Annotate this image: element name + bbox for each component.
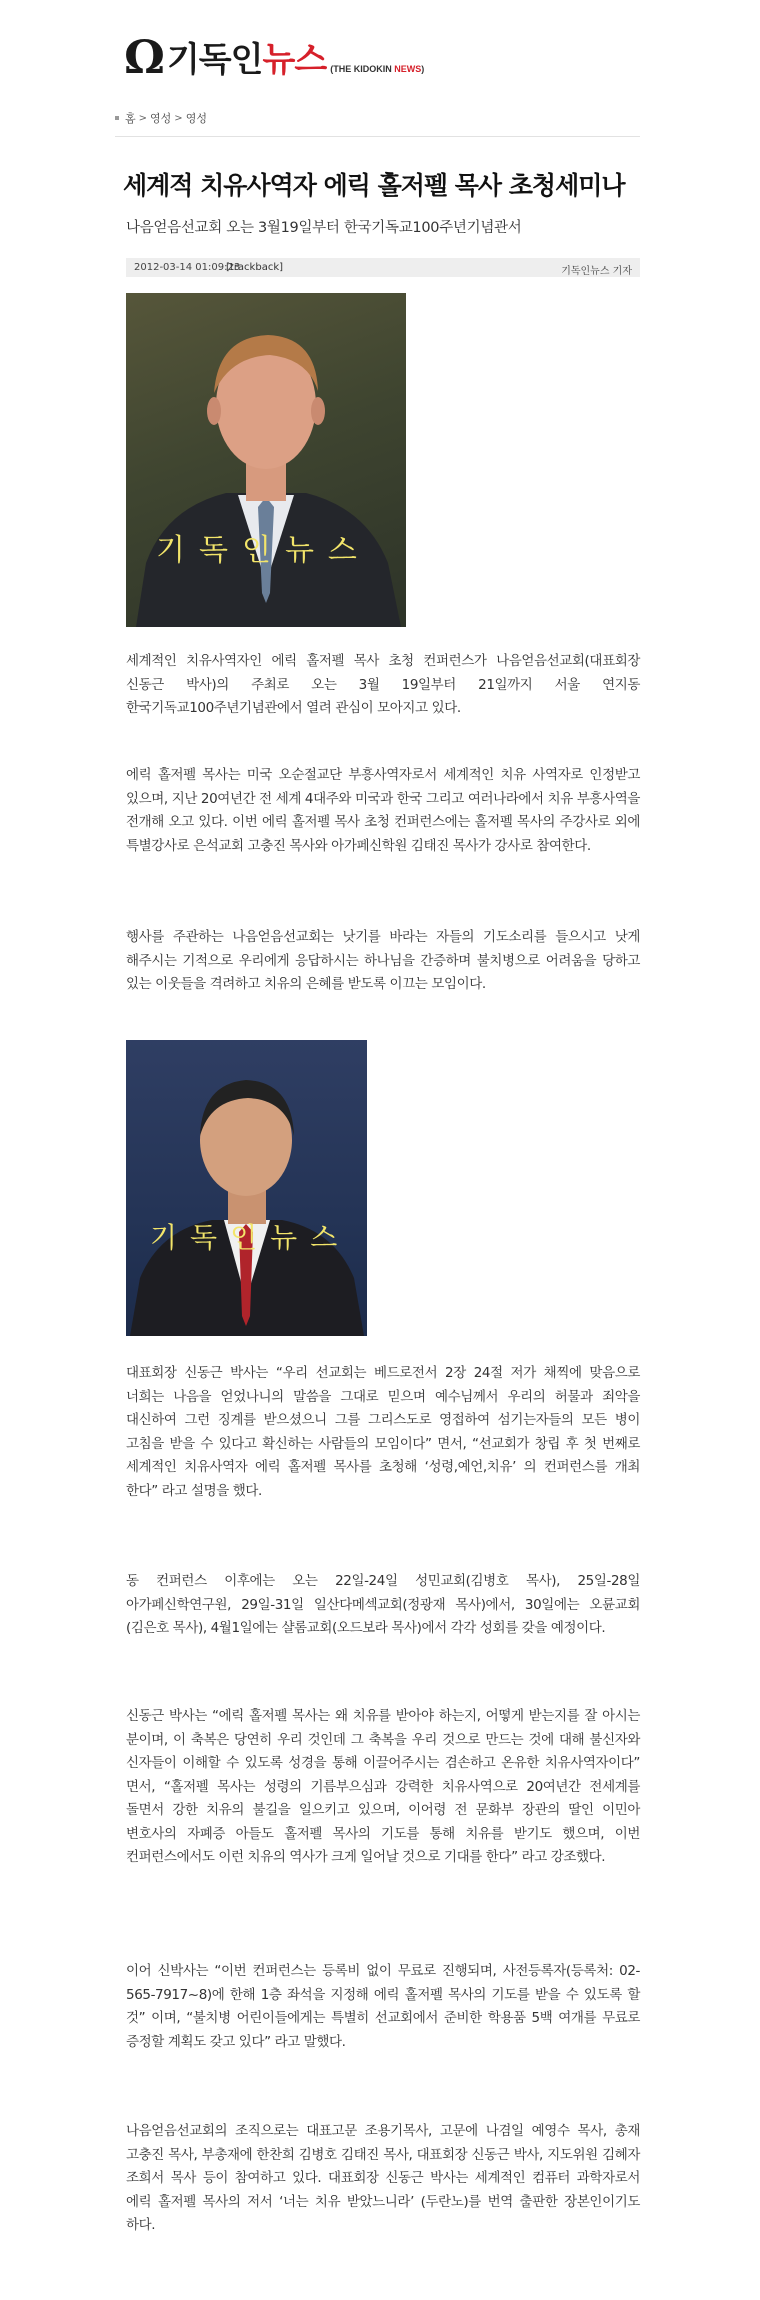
article-paragraph: 나음얻음선교회의 조직으로는 대표고문 조용기목사, 고문에 나겸일 예영수 목사, 총재 고충진 목사, 부총재에 한찬희 김병호 김태진 목사, 대표회장 신동근 박사, 지도위원 김혜자 조희서 목사 등이 참여하고 있다. 대표회장 신동근 박사는 세계적인 컴퓨터 과학자로서 에릭 홀저펠 목사의 저서 ‘너는 치유 받았느니라’ (두란노)를 번역 출판한 장본인이기도 하다. <box>126 2123 640 2233</box>
speaker-photo-2 <box>126 1040 367 1336</box>
article-title: 세계적 치유사역자 에릭 홀저펠 목사 초청세미나 <box>123 171 625 200</box>
portrait-figure-2 <box>126 1040 367 1336</box>
article-paragraph: 대표회장 신동근 박사는 “우리 선교회는 베드로전서 2장 24절 저가 채찍에 맞음으로 너희는 나음을 얻었나니의 말씀을 그대로 믿으며 예수님께서 우리의 허물과 죄악을 대신하여 그런 징계를 받으셨으니 그를 그리스도로 영접하여 섬기는자들의 모든 병이 고침을 받을 수 있다고 확신하는 사람들의 모임이다” 면서, “선교회가 창립 후 첫 번째로 세계적인 치유사역자 에릭 홀저펠 목사를 초청해 ‘성령,예언,치유’ 의 컨퍼런스를 개최 한다” 라고 설명을 했다. <box>126 1365 640 1499</box>
divider <box>115 136 640 137</box>
article-subtitle: 나음얻음선교회 오는 3월19일부터 한국기독교100주년기념관서 <box>126 220 522 236</box>
article-meta-bar <box>126 258 640 277</box>
chevron-right-icon: > <box>138 112 148 124</box>
article-paragraph: 동 컨퍼런스 이후에는 오는 22일-24일 성민교회(김병호 목사), 25일-28일 아가페신학연구원, 29일-31일 일산다메섹교회(정광재 목사)에서, 30일에는 오륜교회(김은호 목사), 4월1일에는 샬롬교회(오드보라 목사)에서 각각 성회를 갖을 예정이다. <box>126 1573 640 1636</box>
site-logo[interactable] <box>124 26 425 84</box>
article-reporter: 기독인뉴스 기자 <box>561 266 632 277</box>
speaker-photo-1 <box>126 293 406 627</box>
logo-text-kidokin: 기독인 <box>166 40 263 80</box>
article-paragraph: 행사를 주관하는 나음얻음선교회는 낫기를 바라는 자들의 기도소리를 들으시고 낫게 해주시는 기적으로 우리에게 응답하시는 하나님을 간증하며 불치병으로 어려움을 당하고 있는 이웃들을 격려하고 치유의 은혜를 받도록 이끄는 모임이다. <box>126 929 640 992</box>
article-paragraph: 신동근 박사는 “에릭 홀저펠 목사는 왜 치유를 받아야 하는지, 어떻게 받는지를 잘 아시는 분이며, 이 축복은 당연히 우리 것인데 그 축복을 우리 것으로 만드는 것에 대해 불신자와 신자들이 이해할 수 있도록 성경을 통해 이끌어주시는 겸손하고 온유한 치유사역자이다” 면서, “홀저펠 목사는 성령의 기름부으심과 강력한 치유사역으로 20여년간 전세계를 돌면서 강한 치유의 불길을 일으키고 있으며, 이어령 전 문화부 장관의 딸인 이민아 변호사의 자폐증 아들도 홀저펠 목사의 기도를 통해 치유를 받기도 했으며, 이번 컨퍼런스에서도 이런 치유의 역사가 크게 일어날 것으로 기대를 한다” 라고 강조했다. <box>126 1708 640 1865</box>
breadcrumb-home[interactable]: 홈 <box>125 112 136 125</box>
logo-english-name: (THE KIDOKIN NEWS) <box>330 64 425 74</box>
article-date: 2012-03-14 01:09:23 <box>134 262 241 273</box>
photo-watermark: 기독인뉴스 <box>156 533 371 568</box>
omega-logo-icon: Ω <box>124 30 165 84</box>
article-paragraph: 세계적인 치유사역자인 에릭 홀저펠 목사 초청 컨퍼런스가 나음얻음선교회(대표회장 신동근 박사)의 주최로 오는 3월 19일부터 21일까지 서울 연지동 한국기독교100주년기념관에서 열려 관심이 모아지고 있다. <box>126 653 640 716</box>
breadcrumb-subsection[interactable]: 영성 <box>185 112 207 125</box>
breadcrumb-section[interactable]: 영성 <box>150 112 172 125</box>
breadcrumb <box>115 110 207 126</box>
portrait-figure-1 <box>126 293 406 627</box>
breadcrumb-bullet-icon <box>115 116 119 120</box>
article-paragraph: 에릭 홀저펠 목사는 미국 오순절교단 부흥사역자로서 세계적인 치유 사역자로 인정받고 있으며, 지난 20여년간 전 세계 4대주와 미국과 한국 그리고 여러나라에서 치유 부흥사역을 전개해 오고 있다. 이번 에릭 홀저펠 목사 초청 컨퍼런스에는 홀저펠 목사의 주강사로 외에 특별강사로 은석교회 고충진 목사와 아가페신학원 김태진 목사가 강사로 참여한다. <box>126 767 640 854</box>
logo-text-news: 뉴스 <box>262 40 327 80</box>
photo-watermark: 기독인뉴스 <box>150 1221 351 1254</box>
trackback-link[interactable]: [trackback] <box>226 262 284 273</box>
chevron-right-icon: > <box>174 112 183 124</box>
article-paragraph: 이어 신박사는 “이번 컨퍼런스는 등록비 없이 무료로 진행되며, 사전등록자(등록처: 02-565-7917~8)에 한해 1층 좌석을 지정해 에릭 홀저펠 목사의 기도를 받을 수 있도록 할 것” 이며, “불치병 어린이들에게는 특별히 선교회에서 준비한 학용품 5백 여개를 무료로 증정할 계획도 갖고 있다” 라고 말했다. <box>126 1963 640 2050</box>
